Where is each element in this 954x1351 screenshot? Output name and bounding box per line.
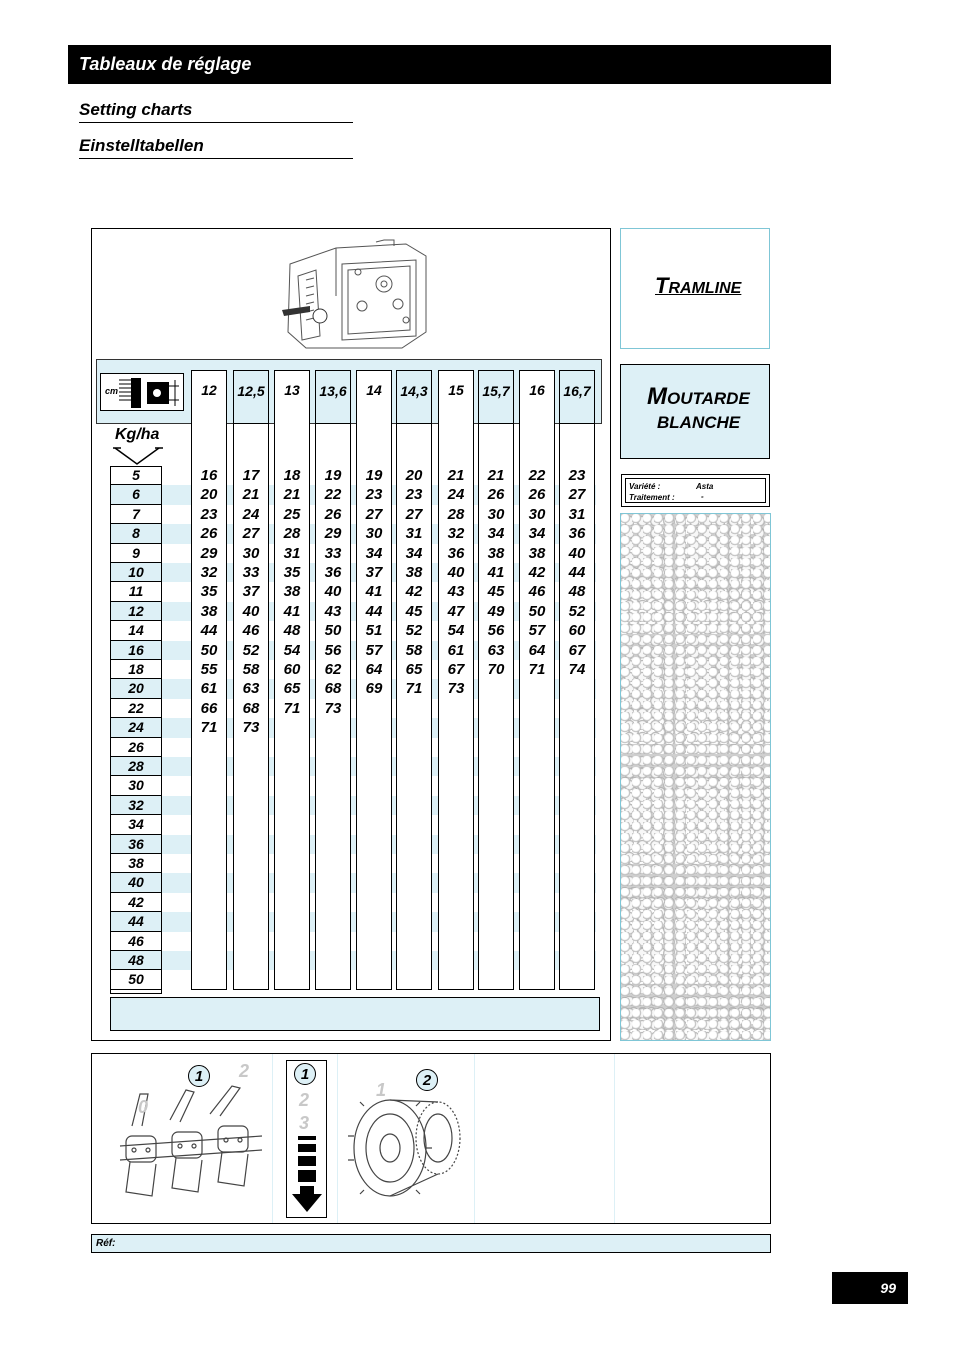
setting-value-cell: 69 [365,680,383,698]
setting-value-cell: 62 [324,661,342,678]
setting-value-cell: 60 [568,622,586,640]
rate-cell: 40 [110,873,162,892]
arrow-down-icon [111,446,167,466]
setting-value-cell: 66 [200,699,218,717]
treatment-value: - [701,492,704,501]
setting-value-cell: 64 [528,641,546,659]
setting-value-cell: 18 [283,467,301,484]
setting-value-cell: 58 [242,661,260,678]
rate-cell: 10 [110,563,162,582]
setting-value-cell: 71 [528,661,546,678]
setting-value-cell: 51 [365,622,383,640]
setting-value-cell: 25 [283,505,301,523]
setting-value-cell: 36 [324,564,342,581]
rate-cell: 5 [110,466,162,485]
setting-value-cell: 33 [324,544,342,562]
column-header: 13 [284,382,300,398]
setting-value-cell: 37 [365,564,383,581]
setting-value-cell: 33 [242,564,260,581]
rate-cell: 24 [110,718,162,737]
settings-divider [614,1054,615,1223]
column-header: 16 [529,382,545,398]
rate-cell: 8 [110,524,162,543]
tramline-label: TRAMLINE [655,273,742,298]
setting-value-cell: 68 [324,680,342,698]
setting-value-cell: 22 [324,486,342,504]
rate-cell: 14 [110,621,162,640]
rate-cell: 12 [110,602,162,621]
setting-value-cell: 68 [242,699,260,717]
rate-cell: 46 [110,932,162,951]
setting-value-cell: 70 [487,661,505,678]
reference-bar [91,1234,771,1253]
setting-value-cell: 67 [568,641,586,659]
gear-step-3: 3 [299,1113,310,1133]
setting-value-cell: 63 [487,641,505,659]
variety-value: Asta [696,482,714,491]
setting-value-cell: 60 [283,661,301,678]
crop-name-box [620,364,770,459]
setting-value-cell: 40 [568,544,586,562]
setting-value-cell: 41 [283,602,301,620]
setting-value-cell: 27 [242,525,260,543]
setting-value-cell: 63 [242,680,260,698]
setting-value-cell: 36 [447,544,465,562]
column-header: 12 [201,382,217,398]
ref-label: Réf: [96,1238,116,1249]
setting-value-cell: 61 [447,641,465,659]
setting-value-cell: 32 [447,525,465,543]
setting-value-cell: 23 [200,505,218,523]
rate-cell: 26 [110,738,162,757]
rate-cell: 36 [110,835,162,854]
setting-value-cell: 73 [242,719,260,737]
column-header: 15,7 [478,370,514,424]
setting-value-cell: 40 [324,583,342,601]
setting-value-cell: 34 [365,544,383,562]
rate-cell: 28 [110,757,162,776]
setting-value-cell: 45 [487,583,505,601]
setting-value-cell: 43 [447,583,465,601]
setting-value-cell: 47 [447,602,465,620]
setting-value-cell: 21 [487,467,505,484]
setting-value-cell: 44 [365,602,383,620]
setting-value-cell: 42 [528,564,546,581]
lever-position-0: 0 [138,1097,149,1117]
setting-column [519,370,555,990]
rate-cell: 18 [110,660,162,679]
chart-footer-band [110,997,600,1031]
setting-value-cell: 31 [568,505,586,523]
setting-value-cell: 49 [487,602,505,620]
setting-value-cell: 32 [200,564,218,581]
rate-cell: 16 [110,641,162,660]
setting-value-cell: 73 [324,699,342,717]
rate-cell: 42 [110,893,162,912]
setting-value-cell: 48 [568,583,586,601]
setting-value-cell: 24 [447,486,465,504]
rate-cell: 6 [110,485,162,504]
setting-value-cell: 34 [487,525,505,543]
setting-value-cell: 50 [324,622,342,640]
rate-cell: 48 [110,951,162,970]
wheel-position-1: 1 [376,1080,387,1100]
setting-value-cell: 46 [242,622,260,640]
wheel-illustration [346,1086,468,1204]
rate-cell: 44 [110,912,162,931]
setting-value-cell: 40 [242,602,260,620]
setting-value-cell: 34 [528,525,546,543]
setting-value-cell: 55 [200,661,218,678]
setting-value-cell: 61 [200,680,218,698]
setting-value-cell: 28 [447,505,465,523]
column-header: 12,5 [233,370,269,424]
variety-box [621,474,770,507]
setting-value-cell: 28 [283,525,301,543]
lever-position-1: 1 [188,1065,210,1087]
setting-value-cell: 52 [242,641,260,659]
setting-value-cell: 50 [528,602,546,620]
setting-value-cell: 17 [242,467,260,484]
setting-value-cell: 71 [405,680,423,698]
setting-value-cell: 71 [200,719,218,737]
setting-value-cell: 52 [405,622,423,640]
column-header: 13,6 [315,370,351,424]
rate-cell: 20 [110,679,162,698]
setting-value-cell: 21 [242,486,260,504]
setting-value-cell: 36 [568,525,586,543]
setting-value-cell: 26 [487,486,505,504]
rate-cell: 7 [110,505,162,524]
column-header: 14,3 [396,370,432,424]
setting-value-cell: 27 [568,486,586,504]
setting-value-cell: 38 [200,602,218,620]
lever-illustration [112,1080,270,1208]
setting-value-cell: 30 [528,505,546,523]
page-number: 99 [832,1272,908,1304]
setting-value-cell: 26 [324,505,342,523]
rate-cell: 32 [110,796,162,815]
setting-value-cell: 65 [283,680,301,698]
setting-value-cell: 38 [405,564,423,581]
setting-value-cell: 31 [283,544,301,562]
setting-value-cell: 57 [365,641,383,659]
column-header: 14 [366,382,382,398]
setting-value-cell: 27 [365,505,383,523]
setting-value-cell: 20 [405,467,423,484]
setting-value-cell: 26 [200,525,218,543]
settings-divider [474,1054,475,1223]
seed-photo [620,513,771,1041]
crop-name-line1: MOUTARDE [647,383,750,410]
setting-value-cell: 30 [365,525,383,543]
unit-icon-label: cm [105,386,119,396]
setting-value-cell: 34 [405,544,423,562]
setting-value-cell: 19 [365,467,383,484]
setting-value-cell: 38 [283,583,301,601]
setting-value-cell: 73 [447,680,465,698]
setting-value-cell: 26 [528,486,546,504]
setting-value-cell: 43 [324,602,342,620]
section-header: Tableaux de réglage [68,45,831,84]
settings-divider [272,1054,273,1223]
setting-value-cell: 31 [405,525,423,543]
setting-value-cell: 21 [447,467,465,484]
setting-value-cell: 27 [405,505,423,523]
setting-value-cell: 35 [283,564,301,581]
setting-value-cell: 52 [568,602,586,620]
setting-value-cell: 19 [324,467,342,484]
setting-column [478,370,514,990]
treatment-label: Traitement : [629,493,675,502]
seeder-unit-icon [100,373,184,411]
arrow-down-icon [290,1136,324,1214]
rate-cell: 50 [110,970,162,989]
settings-divider [337,1054,338,1223]
tramline-box [620,228,770,349]
setting-value-cell: 41 [487,564,505,581]
setting-value-cell: 21 [283,486,301,504]
setting-value-cell: 54 [447,622,465,640]
setting-value-cell: 23 [405,486,423,504]
setting-value-cell: 58 [405,641,423,659]
setting-value-cell: 64 [365,661,383,678]
setting-value-cell: 29 [200,544,218,562]
setting-value-cell: 38 [487,544,505,562]
setting-value-cell: 40 [447,564,465,581]
setting-value-cell: 35 [200,583,218,601]
setting-value-cell: 24 [242,505,260,523]
lever-position-2: 2 [239,1061,250,1081]
setting-value-cell: 29 [324,525,342,543]
setting-value-cell: 23 [568,467,586,484]
subtitle-german: Einstelltabellen [79,136,353,159]
setting-value-cell: 56 [487,622,505,640]
setting-value-cell: 56 [324,641,342,659]
setting-value-cell: 30 [242,544,260,562]
setting-column [559,370,595,990]
rate-cell: 38 [110,854,162,873]
setting-value-cell: 22 [528,467,546,484]
setting-value-cell: 65 [405,661,423,678]
setting-value-cell: 20 [200,486,218,504]
setting-value-cell: 44 [200,622,218,640]
setting-value-cell: 71 [283,699,301,717]
rate-cell: 22 [110,699,162,718]
setting-value-cell: 41 [365,583,383,601]
setting-value-cell: 16 [200,467,218,484]
kg-ha-label: Kg/ha [115,426,160,443]
setting-value-cell: 37 [242,583,260,601]
rate-cell: 9 [110,544,162,563]
setting-value-cell: 54 [283,641,301,659]
variety-label: Variété : [629,482,661,491]
setting-value-cell: 44 [568,564,586,581]
setting-value-cell: 48 [283,622,301,640]
setting-value-cell: 46 [528,583,546,601]
setting-value-cell: 74 [568,661,586,678]
wheel-position-2: 2 [416,1069,438,1091]
crop-name-line2: BLANCHE [657,413,741,432]
setting-value-cell: 30 [487,505,505,523]
subtitle-english: Setting charts [79,100,353,123]
setting-value-cell: 42 [405,583,423,601]
gear-step-1: 1 [294,1063,316,1085]
gear-step-2: 2 [299,1090,310,1110]
setting-value-cell: 23 [365,486,383,504]
column-header: 15 [448,382,464,398]
setting-value-cell: 57 [528,622,546,640]
setting-value-cell: 45 [405,602,423,620]
rate-cell: 30 [110,776,162,795]
setting-value-cell: 50 [200,641,218,659]
rate-cell: 34 [110,815,162,834]
rate-cell: 11 [110,582,162,601]
setting-value-cell: 67 [447,661,465,678]
seed-drill-illustration [276,236,436,354]
setting-value-cell: 38 [528,544,546,562]
column-header: 16,7 [559,370,595,424]
